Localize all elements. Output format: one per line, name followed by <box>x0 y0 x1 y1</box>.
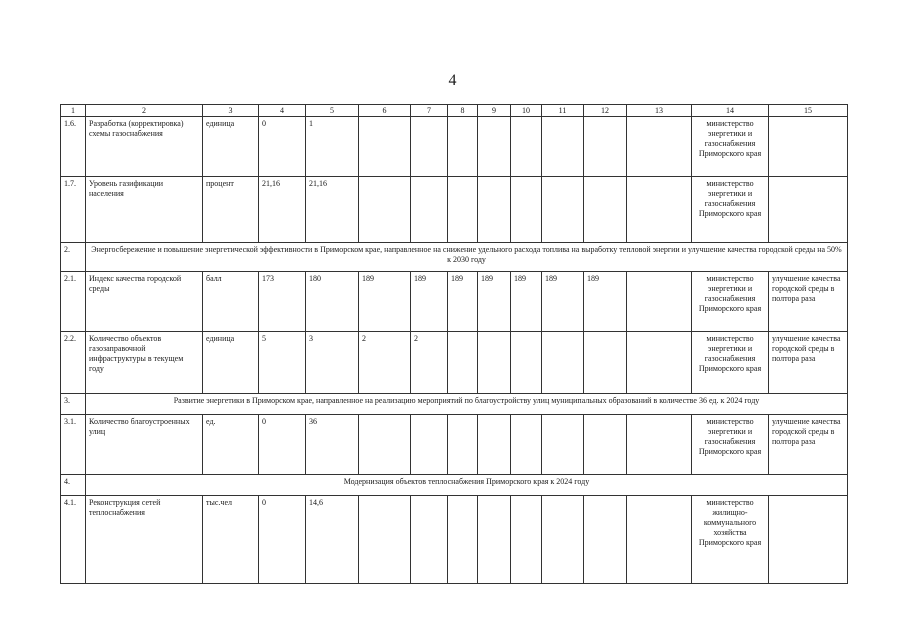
value-cell <box>542 117 584 177</box>
table-row <box>61 496 848 584</box>
value-cell <box>511 496 542 584</box>
unit-cell: ед. <box>203 415 259 475</box>
value-cell <box>542 496 584 584</box>
value-cell <box>627 415 692 475</box>
header-cell: 3 <box>203 105 259 117</box>
value-cell <box>584 415 627 475</box>
value-cell: 0 <box>259 117 306 177</box>
value-cell: 2 <box>411 332 448 394</box>
row-number-cell: 2. <box>61 243 86 272</box>
value-cell <box>478 177 511 243</box>
value-cell: 189 <box>542 272 584 332</box>
value-cell: 0 <box>259 415 306 475</box>
table-row <box>61 415 848 475</box>
indicator-name-cell: Индекс качества городской среды <box>86 272 203 332</box>
indicators-table <box>60 104 848 584</box>
row-number-cell: 2.2. <box>61 332 86 394</box>
value-cell <box>478 117 511 177</box>
header-cell: 14 <box>692 105 769 117</box>
value-cell: 3 <box>306 332 359 394</box>
unit-cell: единица <box>203 117 259 177</box>
table-row <box>61 272 848 332</box>
result-cell: улучшение качества городской среды в полтора раза <box>769 415 848 475</box>
header-cell: 9 <box>478 105 511 117</box>
table-row <box>61 177 848 243</box>
value-cell: 189 <box>511 272 542 332</box>
table-row <box>61 332 848 394</box>
value-cell: 21,16 <box>306 177 359 243</box>
indicator-name-cell: Количество объектов газозаправочной инфраструктуры в текущем году <box>86 332 203 394</box>
value-cell: 189 <box>359 272 411 332</box>
value-cell <box>411 177 448 243</box>
header-cell: 7 <box>411 105 448 117</box>
value-cell <box>359 496 411 584</box>
responsible-cell: министерство жилищно-коммунального хозяйства Приморского края <box>692 496 769 584</box>
value-cell: 2 <box>359 332 411 394</box>
result-cell: улучшение качества городской среды в полтора раза <box>769 332 848 394</box>
row-number-cell: 3. <box>61 394 86 415</box>
header-cell: 10 <box>511 105 542 117</box>
indicator-name-cell: Количество благоустроенных улиц <box>86 415 203 475</box>
responsible-cell: министерство энергетики и газоснабжения Приморского края <box>692 332 769 394</box>
result-cell: улучшение качества городской среды в полтора раза <box>769 272 848 332</box>
value-cell <box>511 117 542 177</box>
value-cell <box>411 496 448 584</box>
unit-cell: процент <box>203 177 259 243</box>
section-row <box>61 394 848 415</box>
value-cell <box>584 117 627 177</box>
value-cell <box>584 332 627 394</box>
row-number-cell: 1.7. <box>61 177 86 243</box>
section-row <box>61 243 848 272</box>
header-cell: 2 <box>86 105 203 117</box>
responsible-cell: министерство энергетики и газоснабжения Приморского края <box>692 117 769 177</box>
row-number-cell: 4.1. <box>61 496 86 584</box>
value-cell <box>359 415 411 475</box>
value-cell: 189 <box>478 272 511 332</box>
row-number-cell: 2.1. <box>61 272 86 332</box>
value-cell <box>542 415 584 475</box>
value-cell <box>511 415 542 475</box>
value-cell <box>448 117 478 177</box>
result-cell <box>769 117 848 177</box>
value-cell <box>627 496 692 584</box>
value-cell <box>542 177 584 243</box>
header-cell: 11 <box>542 105 584 117</box>
header-cell: 1 <box>61 105 86 117</box>
value-cell <box>627 177 692 243</box>
value-cell <box>511 177 542 243</box>
table-body <box>61 105 848 584</box>
result-cell <box>769 496 848 584</box>
value-cell <box>359 117 411 177</box>
value-cell <box>511 332 542 394</box>
indicator-name-cell: Уровень газификации населения <box>86 177 203 243</box>
row-number-cell: 1.6. <box>61 117 86 177</box>
value-cell: 189 <box>584 272 627 332</box>
table-row <box>61 117 848 177</box>
header-row <box>61 105 848 117</box>
header-cell: 5 <box>306 105 359 117</box>
value-cell: 0 <box>259 496 306 584</box>
responsible-cell: министерство энергетики и газоснабжения Приморского края <box>692 177 769 243</box>
value-cell <box>627 117 692 177</box>
value-cell: 173 <box>259 272 306 332</box>
value-cell <box>448 177 478 243</box>
value-cell <box>411 415 448 475</box>
row-number-cell: 3.1. <box>61 415 86 475</box>
value-cell <box>448 332 478 394</box>
value-cell <box>448 415 478 475</box>
header-cell: 6 <box>359 105 411 117</box>
value-cell: 36 <box>306 415 359 475</box>
value-cell <box>478 332 511 394</box>
value-cell: 14,6 <box>306 496 359 584</box>
section-title-cell: Модернизация объектов теплоснабжения Приморского края к 2024 году <box>86 475 848 496</box>
value-cell <box>584 177 627 243</box>
section-row <box>61 475 848 496</box>
value-cell <box>584 496 627 584</box>
section-title-cell: Развитие энергетики в Приморском крае, направленное на реализацию мероприятий по благоустройству улиц муниципальных образований в количестве 36 ед. к 2024 году <box>86 394 848 415</box>
unit-cell: балл <box>203 272 259 332</box>
value-cell: 189 <box>448 272 478 332</box>
value-cell: 180 <box>306 272 359 332</box>
value-cell <box>359 177 411 243</box>
indicator-name-cell: Разработка (корректировка) схемы газоснабжения <box>86 117 203 177</box>
unit-cell: тыс.чел <box>203 496 259 584</box>
row-number-cell: 4. <box>61 475 86 496</box>
header-cell: 15 <box>769 105 848 117</box>
value-cell: 1 <box>306 117 359 177</box>
value-cell <box>627 332 692 394</box>
section-title-cell: Энергосбережение и повышение энергетической эффективности в Приморском крае, направленное на снижение удельного расхода топлива на выработку тепловой энергии и улучшение качества городской среды на 50% к 2030 году <box>86 243 848 272</box>
value-cell <box>478 496 511 584</box>
result-cell <box>769 177 848 243</box>
value-cell <box>478 415 511 475</box>
header-cell: 8 <box>448 105 478 117</box>
responsible-cell: министерство энергетики и газоснабжения Приморского края <box>692 272 769 332</box>
header-cell: 4 <box>259 105 306 117</box>
value-cell: 5 <box>259 332 306 394</box>
value-cell <box>542 332 584 394</box>
header-cell: 13 <box>627 105 692 117</box>
responsible-cell: министерство энергетики и газоснабжения Приморского края <box>692 415 769 475</box>
indicator-name-cell: Реконструкция сетей теплоснабжения <box>86 496 203 584</box>
value-cell: 21,16 <box>259 177 306 243</box>
value-cell <box>627 272 692 332</box>
header-cell: 12 <box>584 105 627 117</box>
value-cell <box>411 117 448 177</box>
page-number: 4 <box>448 72 457 89</box>
value-cell <box>448 496 478 584</box>
value-cell: 189 <box>411 272 448 332</box>
unit-cell: единица <box>203 332 259 394</box>
